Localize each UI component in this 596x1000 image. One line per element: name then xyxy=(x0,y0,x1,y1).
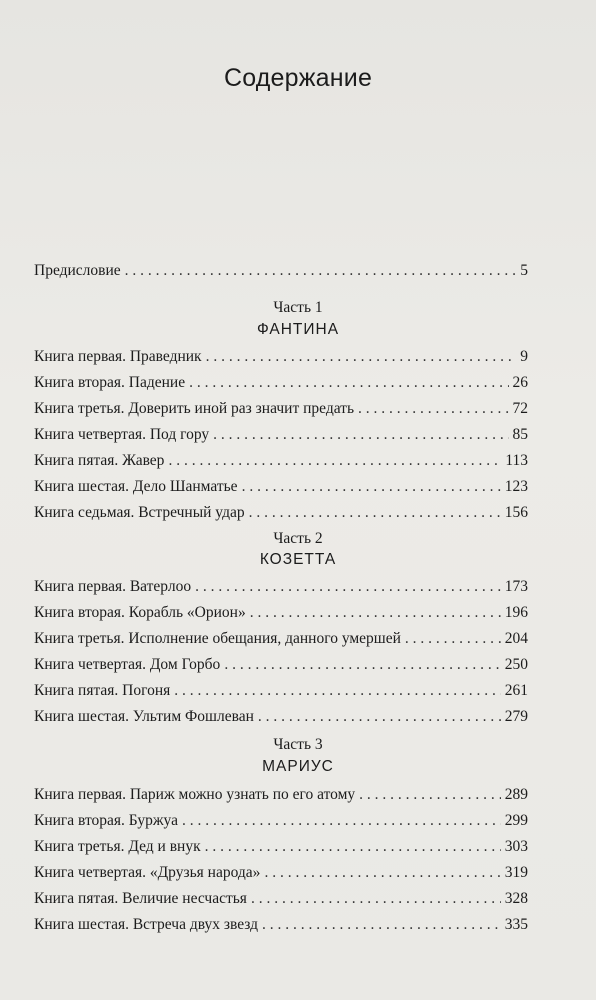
toc-entry-page: 196 xyxy=(504,604,528,621)
part-name: КОЗЕТТА xyxy=(259,551,337,568)
toc-entry-label: Книга вторая. Буржуа xyxy=(34,812,178,829)
dot-leader xyxy=(249,504,501,522)
dot-leader xyxy=(264,864,500,882)
toc-entry[interactable] xyxy=(34,890,528,908)
toc-entry-label: Книга третья. Доверить иной раз значит предать xyxy=(34,400,355,417)
dot-leader xyxy=(224,656,500,674)
toc-entry-label: Книга вторая. Корабль «Орион» xyxy=(34,604,246,621)
toc-entry-label: Книга четвертая. Дом Горбо xyxy=(34,656,221,673)
dot-leader xyxy=(213,426,508,444)
dot-leader xyxy=(168,452,501,470)
toc-entry-page: 250 xyxy=(504,656,528,673)
toc-entry-label: Книга седьмая. Встречный удар xyxy=(34,504,245,521)
toc-entry[interactable] xyxy=(34,916,528,934)
toc-entry-page: 85 xyxy=(512,426,528,443)
page-title: Содержание xyxy=(223,64,373,92)
toc-entry-label: Книга первая. Праведник xyxy=(34,348,202,365)
toc-entry-page: 299 xyxy=(504,812,528,829)
toc-entry-label: Книга шестая. Дело Шанматье xyxy=(34,478,238,495)
toc-entry[interactable] xyxy=(34,812,528,830)
toc-entry-page: 26 xyxy=(512,374,528,391)
toc-entry[interactable] xyxy=(34,400,528,418)
toc-entry-page: 156 xyxy=(504,504,528,521)
dot-leader xyxy=(182,812,501,830)
toc-entry-page: 261 xyxy=(504,682,528,699)
dot-leader xyxy=(174,682,500,700)
toc-entry-label: Книга третья. Дед и внук xyxy=(34,838,201,855)
part-number: Часть 2 xyxy=(273,530,323,547)
toc-entry[interactable] xyxy=(34,630,528,648)
toc-entry-preface[interactable] xyxy=(34,262,528,280)
toc-entry-label: Книга четвертая. Под гору xyxy=(34,426,210,443)
toc-entry-label: Книга пятая. Погоня xyxy=(34,682,171,699)
toc-entry-page: 9 xyxy=(520,348,528,365)
toc-entry-page: 113 xyxy=(505,452,528,469)
toc-entry-label: Книга пятая. Величие несчастья xyxy=(34,890,247,907)
toc-entry[interactable] xyxy=(34,452,528,470)
toc-entry-page: 5 xyxy=(520,262,528,279)
dot-leader xyxy=(242,478,501,496)
toc-entry-page: 328 xyxy=(504,890,528,907)
toc-entry[interactable] xyxy=(34,656,528,674)
toc-entry[interactable] xyxy=(34,504,528,522)
dot-leader xyxy=(358,400,508,418)
toc-entry-label: Книга вторая. Падение xyxy=(34,374,186,391)
dot-leader xyxy=(258,708,501,726)
toc-entry[interactable] xyxy=(34,864,528,882)
toc-entry[interactable] xyxy=(34,604,528,622)
part-number: Часть 3 xyxy=(273,736,323,753)
dot-leader xyxy=(206,348,517,366)
toc-entry-label: Книга первая. Ватерлоо xyxy=(34,578,192,595)
toc-entry-page: 72 xyxy=(512,400,528,417)
toc-entry-label: Предисловие xyxy=(34,262,121,279)
dot-leader xyxy=(195,578,501,596)
toc-entry[interactable] xyxy=(34,426,528,444)
toc-entry[interactable] xyxy=(34,578,528,596)
dot-leader xyxy=(125,262,517,280)
toc-entry-page: 279 xyxy=(504,708,528,725)
toc-entry[interactable] xyxy=(34,786,528,804)
toc-entry-label: Книга шестая. Встреча двух звезд xyxy=(34,916,259,933)
toc-entry-page: 289 xyxy=(504,786,528,803)
toc-entry-label: Книга третья. Исполнение обещания, данного умершей xyxy=(34,630,401,647)
toc-entry-page: 123 xyxy=(504,478,528,495)
toc-entry[interactable] xyxy=(34,374,528,392)
toc-entry-page: 204 xyxy=(504,630,528,647)
toc-entry-page: 303 xyxy=(504,838,528,855)
toc-entry-page: 173 xyxy=(504,578,528,595)
dot-leader xyxy=(250,604,501,622)
dot-leader xyxy=(262,916,501,934)
toc-entry-page: 335 xyxy=(504,916,528,933)
toc-entry-label: Книга пятая. Жавер xyxy=(34,452,165,469)
toc-entry[interactable] xyxy=(34,682,528,700)
part-name: МАРИУС xyxy=(262,758,334,775)
toc-entry[interactable] xyxy=(34,348,528,366)
dot-leader xyxy=(189,374,508,392)
dot-leader xyxy=(205,838,501,856)
toc-entry-label: Книга четвертая. «Друзья народа» xyxy=(34,864,261,881)
toc-entry[interactable] xyxy=(34,708,528,726)
toc-entry[interactable] xyxy=(34,478,528,496)
toc-entry-label: Книга шестая. Ультим Фошлеван xyxy=(34,708,254,725)
part-number: Часть 1 xyxy=(273,299,323,316)
dot-leader xyxy=(405,630,501,648)
toc-entry[interactable] xyxy=(34,838,528,856)
dot-leader xyxy=(359,786,501,804)
toc-entry-label: Книга первая. Париж можно узнать по его атому xyxy=(34,786,356,803)
toc-entry-page: 319 xyxy=(504,864,528,881)
part-name: ФАНТИНА xyxy=(256,321,340,338)
dot-leader xyxy=(251,890,501,908)
